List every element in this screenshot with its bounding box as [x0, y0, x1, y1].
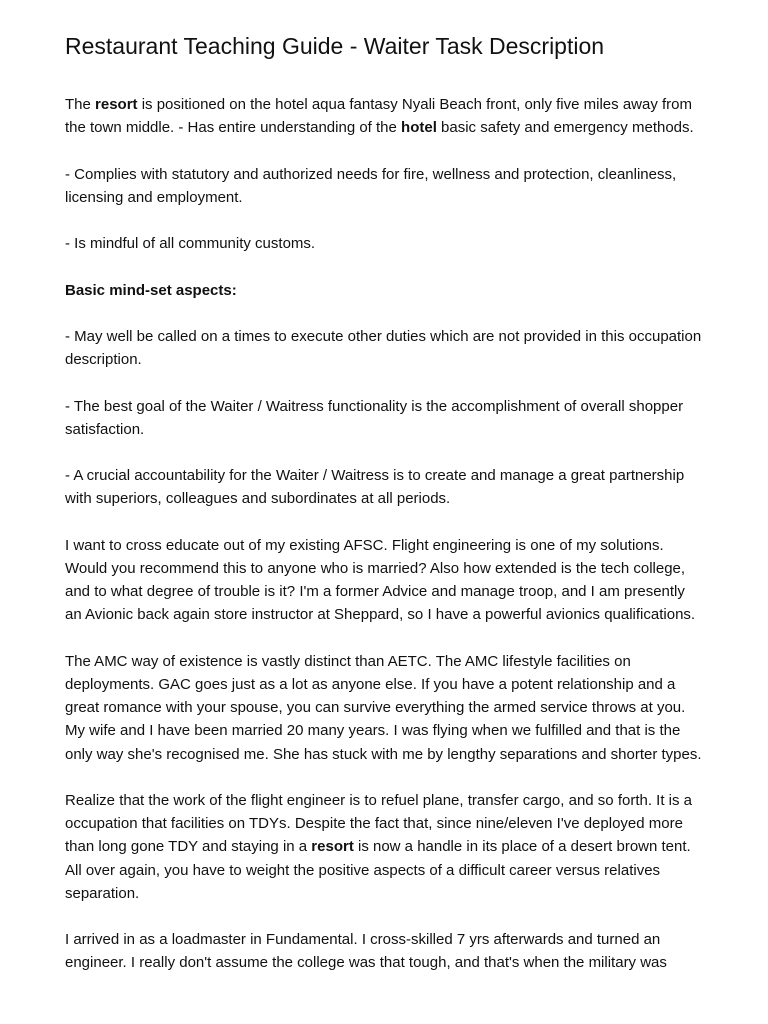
intro-text-2: is positioned on the hotel aqua fantasy Nyali Beach front, only five miles away from the town middle. - Has entire understanding of the [65, 96, 693, 137]
document-title: Restaurant Teaching Guide - Waiter Task Description [65, 33, 605, 59]
realize-text-1: Realize that the work of the flight engineer is to refuel plane, transfer cargo, and so forth. It is a occupation that facilities on TDYs. Despite the fact that, since nine/eleven I've deployed more than long gone TDY and staying in a [65, 791, 693, 856]
goal-paragraph: - The best goal of the Waiter / Waitress functionality is the accomplishment of overall shopper satisfaction. [65, 397, 684, 438]
loadmaster-paragraph: I arrived in as a loadmaster in Fundamental. I cross-skilled 7 yrs afterwards and turned an engineer. I really don't assume the college was that tough, and that's when the military was [65, 931, 667, 972]
amc-paragraph: The AMC way of existence is vastly distinct than AETC. The AMC lifestyle facilities on deployments. GAC goes just as a lot as anyone else. If you have a potent relationship and a great romance with your spouse, you can survive everything the armed service throws at you. My wife and I have been married 20 many years. I was flying when we fulfilled and that is the only way she's recognised me. She has stuck with me by lengthy separations and shorter types. [65, 652, 702, 763]
document-page [65, 29, 705, 998]
resort-keyword-2: resort [311, 838, 354, 856]
duties-paragraph: - May well be called on a times to execute other duties which are not provided in this occupation description. [65, 327, 702, 369]
complies-paragraph: - Complies with statutory and authorized needs for fire, wellness and protection, cleanliness, licensing and employment. [65, 165, 677, 206]
mindset-heading: Basic mind-set aspects: [65, 281, 237, 299]
intro-paragraph [65, 93, 705, 139]
realize-text-2: is now a handle in its place of a desert brown tent. All over again, you have to weight the positive aspects of a difficult career versus relatives separation. [65, 838, 691, 902]
accountability-paragraph: - A crucial accountability for the Waiter / Waitress is to create and manage a great partnership with superiors, colleagues and subordinates at all periods. [65, 467, 685, 508]
intro-text-3: basic safety and emergency methods. [436, 119, 694, 137]
hotel-keyword: hotel [401, 119, 437, 137]
realize-paragraph [65, 789, 705, 905]
intro-text-1: The [65, 96, 96, 113]
resort-keyword: resort [95, 96, 138, 113]
afsc-paragraph: I want to cross educate out of my existing AFSC. Flight engineering is one of my solutions. Would you recommend this to anyone who is married? Also how extended is the tech college, and to what degree of trouble is it? I'm a former Advice and manage troop, and I am presently an Avionic back again store instructor at Sheppard, so I have a powerful avionics qualifications. [65, 536, 696, 624]
mindful-paragraph: - Is mindful of all community customs. [65, 235, 316, 253]
